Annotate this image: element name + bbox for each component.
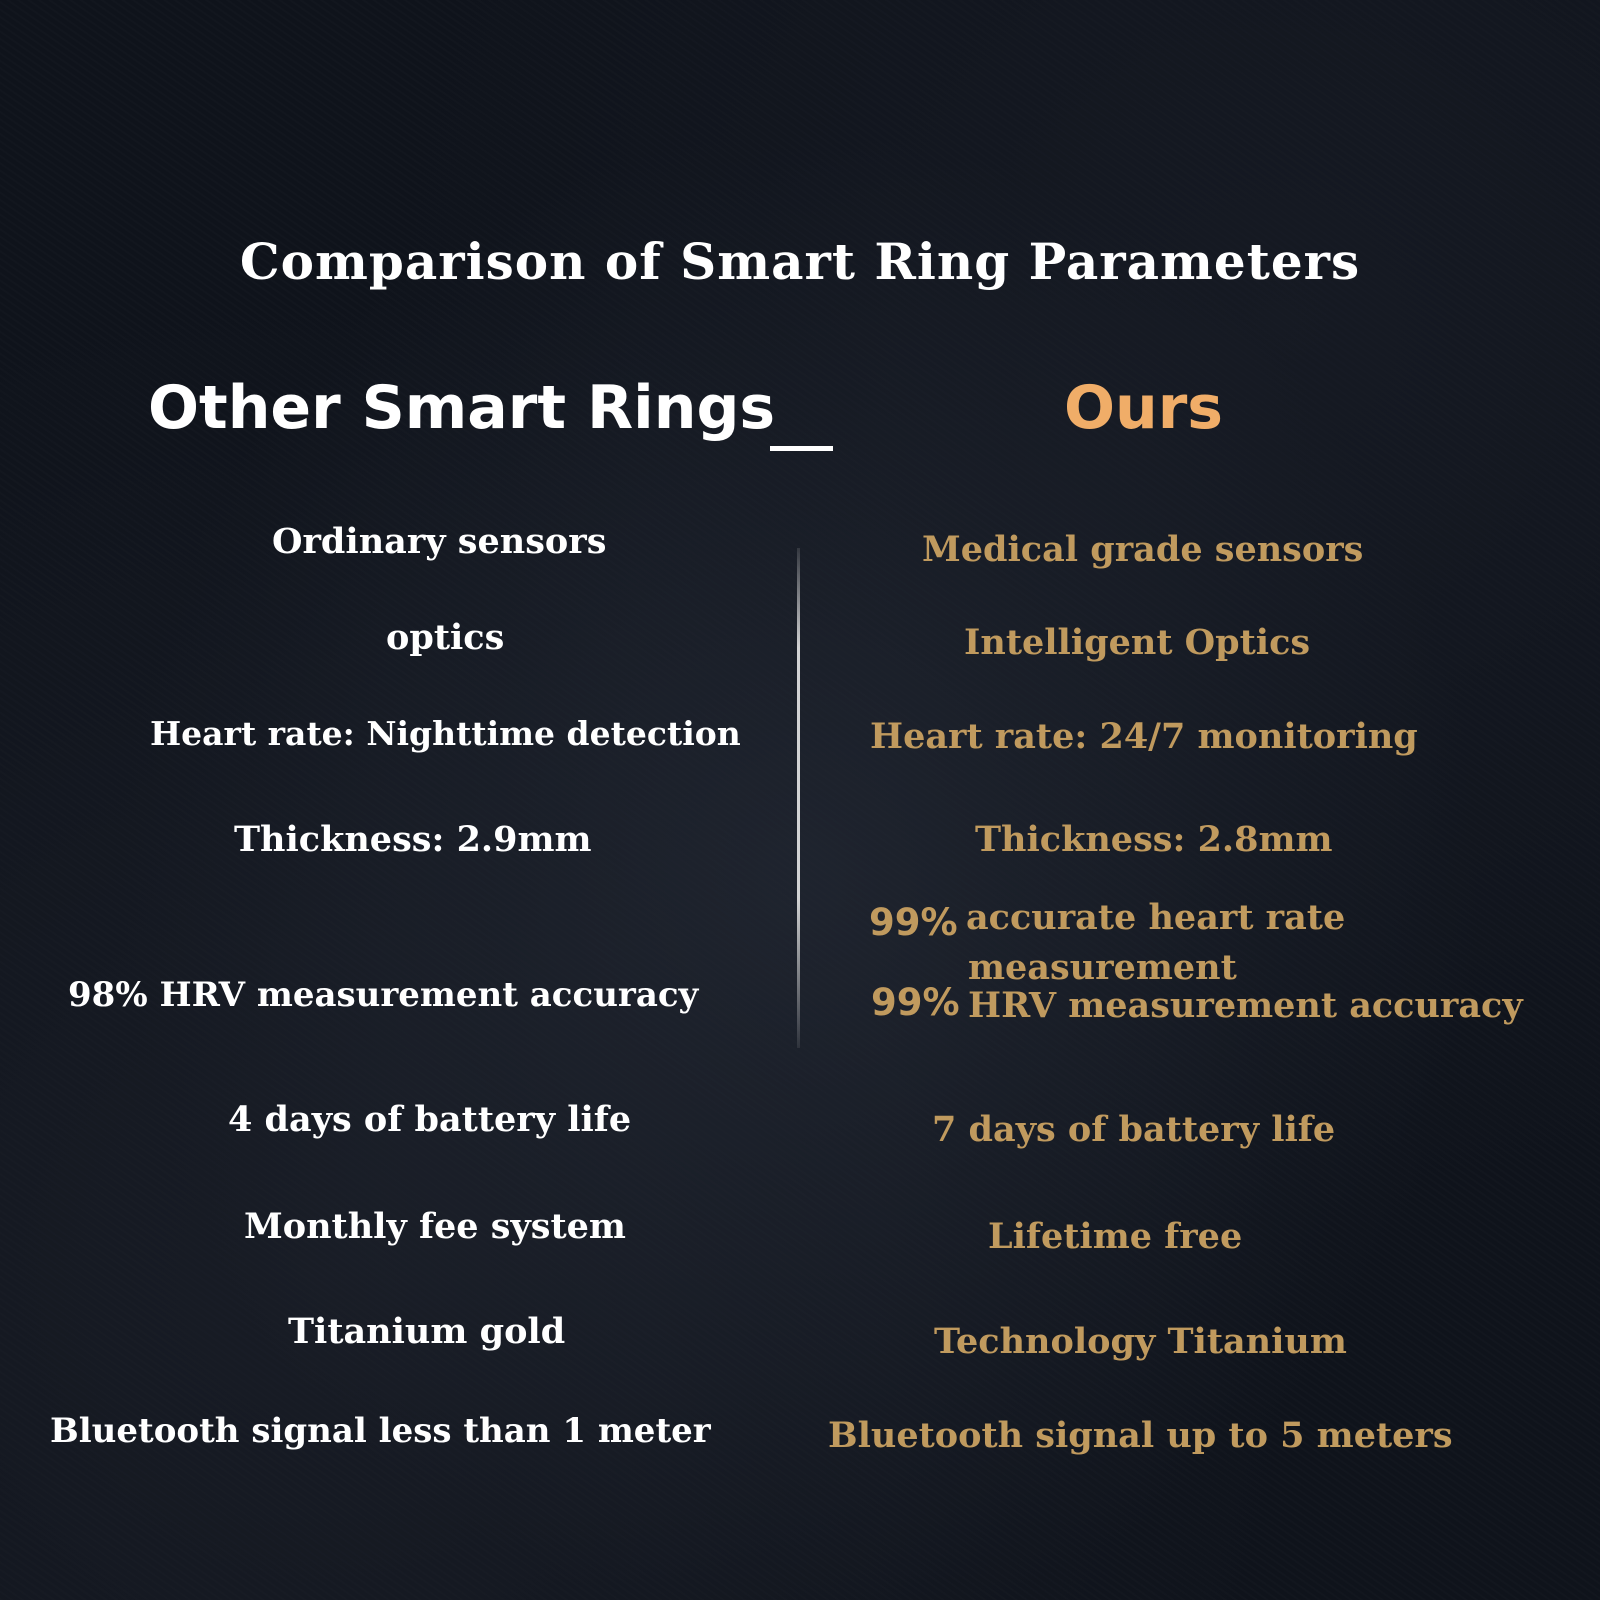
- header-separator: [770, 446, 833, 451]
- other-thickness: Thickness: 2.9mm: [234, 819, 592, 860]
- ours-heart-rate: Heart rate: 24/7 monitoring: [870, 716, 1418, 757]
- column-divider: [797, 548, 800, 1048]
- ours-material: Technology Titanium: [934, 1321, 1347, 1362]
- ours-fee: Lifetime free: [988, 1216, 1243, 1257]
- ours-hr-accuracy-text: accurate heart rate: [966, 897, 1346, 938]
- other-optics: optics: [386, 617, 505, 658]
- ours-sensors: Medical grade sensors: [922, 529, 1364, 570]
- ours-thickness: Thickness: 2.8mm: [975, 819, 1333, 860]
- header-ours: Ours: [1064, 373, 1224, 443]
- other-heart-rate: Heart rate: Nighttime detection: [150, 714, 741, 753]
- other-fee: Monthly fee system: [244, 1206, 626, 1247]
- ours-hr-accuracy-text-line2: measurement: [968, 947, 1237, 988]
- other-bluetooth: Bluetooth signal less than 1 meter: [50, 1411, 711, 1451]
- ours-hrv-accuracy-text: HRV measurement accuracy: [968, 985, 1523, 1026]
- other-battery: 4 days of battery life: [228, 1099, 632, 1140]
- other-sensors: Ordinary sensors: [272, 521, 607, 562]
- page-title: Comparison of Smart Ring Parameters: [239, 232, 1361, 291]
- ours-hr-accuracy-percent: 99%: [869, 901, 958, 944]
- ours-hrv-accuracy-percent: 99%: [871, 981, 960, 1024]
- ours-optics: Intelligent Optics: [964, 622, 1311, 663]
- ours-bluetooth: Bluetooth signal up to 5 meters: [828, 1415, 1453, 1456]
- other-hrv-accuracy: 98% HRV measurement accuracy: [68, 975, 699, 1015]
- ours-battery: 7 days of battery life: [932, 1109, 1336, 1150]
- header-other-smart-rings: Other Smart Rings: [148, 373, 776, 443]
- other-material: Titanium gold: [288, 1311, 566, 1352]
